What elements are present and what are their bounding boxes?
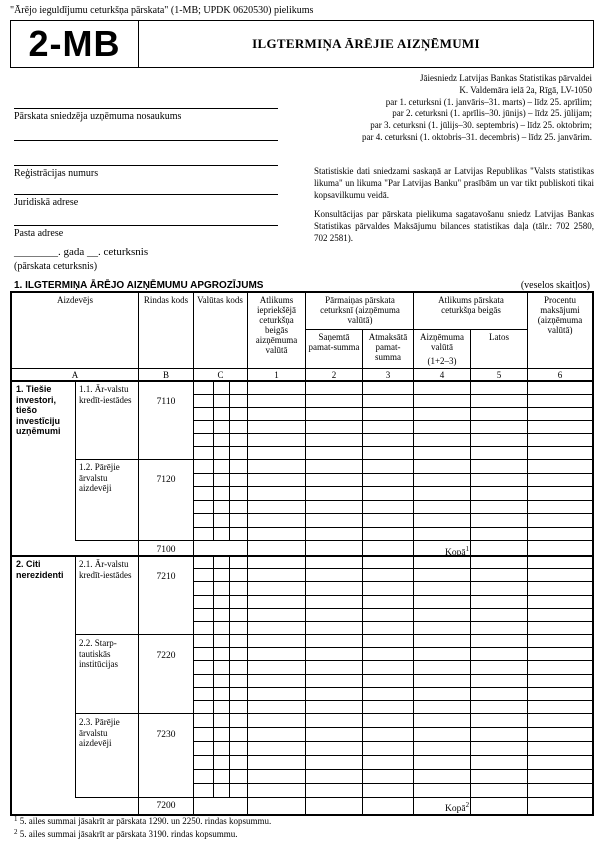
consultation-note: Konsultācijas par pārskata pielikuma sagatavošanu sniedz Latvijas Bankas Statistikas pārvaldes Maksājumu bilances statistikas daļa (tālr.: 702 2580, 702 2581). xyxy=(314,209,594,243)
header-balance-end: Atlikums pārskata ceturkšņa beigās xyxy=(438,295,504,315)
header-formula: (1+2–3) xyxy=(427,356,457,366)
table-row-line xyxy=(193,500,592,501)
col-letter-3: 3 xyxy=(385,370,391,380)
table-row-line xyxy=(193,420,592,421)
table-row-line xyxy=(193,755,592,756)
table-row-line xyxy=(193,621,592,622)
currency-code-divider xyxy=(229,459,230,540)
footnote-1 xyxy=(14,815,271,826)
sub-name-7110: 1.1. Ār-valstu kredīt-iestādes xyxy=(79,384,132,405)
table-row-line xyxy=(193,581,592,582)
table-row-line xyxy=(193,513,592,514)
table-row-line xyxy=(193,769,592,770)
submission-q4: par 4. ceturksni (1. oktobris–31. decembris) – līdz 25. janvārim. xyxy=(362,131,592,142)
currency-code-divider xyxy=(229,634,230,713)
row-code-7230: 7230 xyxy=(156,730,176,740)
table-row-line xyxy=(193,727,592,728)
total-note-7100: 1 xyxy=(465,545,470,553)
group1-sub-divider xyxy=(75,381,76,540)
header-interest: Procentu maksājumi (aizņēmuma valūtā) xyxy=(537,295,583,335)
total-label-7200-text: Kopā xyxy=(445,804,466,814)
col-letter-6: 6 xyxy=(557,370,563,380)
col-letter-5: 5 xyxy=(496,370,502,380)
reporting-period-input[interactable]: ________. gada __. ceturksnis xyxy=(14,246,149,258)
statistics-note: Statistiskie dati sniedzami saskaņā ar Latvijas Republikas "Valsts statistikas likuma" un likuma "Par Latvijas Banku" prasībām un var tikt publiskoti tikai kopsavilkumu veidā. xyxy=(314,166,594,200)
row-code-7210: 7210 xyxy=(156,572,176,582)
table-row-line xyxy=(193,446,592,447)
header-balance-loan-currency: Aizņēmuma valūtā xyxy=(420,332,464,352)
table-row-line xyxy=(193,687,592,688)
footnote-2 xyxy=(14,828,237,839)
legal-address-label: Juridiskā adrese xyxy=(14,197,79,208)
group2-sub-divider xyxy=(75,555,76,797)
sub-block-separator xyxy=(75,459,592,460)
legal-address-input[interactable] xyxy=(14,194,278,195)
row-code-7220: 7220 xyxy=(156,651,176,661)
group-name-direct-investors: 1. Tiešie investori, tiešo investīciju uzņēmumi xyxy=(16,384,61,436)
table-row-line xyxy=(193,647,592,648)
footnote-2-text: 5. ailes summai jāsakrīt ar pārskata 3190. rindas kopsummu. xyxy=(19,829,238,839)
total-code-7100: 7100 xyxy=(156,545,176,555)
total-row-top xyxy=(75,797,592,798)
company-name-input[interactable] xyxy=(14,108,278,109)
table-row-line xyxy=(193,394,592,395)
postal-address-input[interactable] xyxy=(14,225,278,226)
col-letter-a: A xyxy=(71,370,79,380)
header-received: Saņemtā pamat-summa xyxy=(308,332,360,352)
table-row-line xyxy=(193,433,592,434)
company-name-input-line2[interactable] xyxy=(14,140,278,141)
submission-q2: par 2. ceturksni (1. aprīlis–30. jūnijs) – līdz 25. jūlijam; xyxy=(392,108,592,119)
currency-code-divider xyxy=(213,634,214,713)
col-letter-1: 1 xyxy=(274,370,279,380)
footnote-1-text: 5. ailes summai jāsakrīt ar pārskata 1290. un 2250. rindas kopsummu. xyxy=(19,816,272,826)
letters-bottom-line xyxy=(10,380,594,382)
submission-line-2: K. Valdemāra ielā 2a, Rīgā, LV-1050 xyxy=(459,84,592,95)
registration-number-label: Reģistrācijas numurs xyxy=(14,168,99,179)
table-row-line xyxy=(193,527,592,528)
row-code-7110: 7110 xyxy=(156,397,176,407)
sub-name-7120: 1.2. Pārējie ārvalstu aizdevēji xyxy=(79,462,120,493)
submission-info xyxy=(362,73,592,144)
table-row-line xyxy=(193,407,592,408)
currency-code-divider xyxy=(229,713,230,797)
table-row-line xyxy=(193,486,592,487)
table-row-line xyxy=(193,595,592,596)
header-lender: Aizdevējs xyxy=(57,295,93,305)
form-header xyxy=(10,20,594,68)
footnote-2-mark: 2 xyxy=(14,828,18,836)
header-sub-line xyxy=(305,329,527,330)
currency-code-divider xyxy=(213,459,214,540)
table-right-border xyxy=(592,291,594,816)
sub-name-7210: 2.1. Ār-valstu kredīt-iestādes xyxy=(79,559,132,580)
form-caption: "Ārējo ieguldījumu ceturkšņa pārskata" (1-MB; UPDK 0620530) pielikums xyxy=(10,5,314,16)
col-letter-4: 4 xyxy=(439,370,445,380)
header-row-code: Rindas kods xyxy=(143,295,189,305)
currency-code-divider xyxy=(229,555,230,634)
table-row-line xyxy=(193,674,592,675)
total-note-7200: 2 xyxy=(465,801,470,809)
table-top-border xyxy=(10,291,594,293)
total-label-7100-text: Kopā xyxy=(445,548,466,558)
currency-code-divider xyxy=(213,381,214,459)
sub-name-7220: 2.2. Starp-tautiskās institūcijas xyxy=(79,638,118,669)
header-bottom-line xyxy=(10,368,594,369)
footnote-1-mark: 1 xyxy=(14,815,18,823)
submission-q1: par 1. ceturksni (1. janvāris–31. marts) – līdz 25. aprīlim; xyxy=(385,96,592,107)
total-row-top xyxy=(75,540,592,541)
section-title: 1. ILGTERMIŅA ĀRĒJO AIZŅĒMUMU APGROZĪJUMS xyxy=(14,280,264,291)
header-repaid: Atmaksātā pamat-summa xyxy=(368,332,408,362)
total-code-7200: 7200 xyxy=(156,801,176,811)
units-note: (veselos skaitļos) xyxy=(520,280,590,291)
sub-block-separator xyxy=(75,713,592,714)
col-letter-2: 2 xyxy=(331,370,337,380)
table-row-line xyxy=(193,473,592,474)
currency-code-divider xyxy=(213,555,214,634)
form-code: 2-MB xyxy=(11,21,139,67)
sub-name-7230: 2.3. Pārējie ārvalstu aizdevēji xyxy=(79,717,120,748)
table-row-line xyxy=(193,568,592,569)
table-row-line xyxy=(193,783,592,784)
postal-address-label: Pasta adrese xyxy=(14,228,64,239)
table-row-line xyxy=(193,700,592,701)
reporting-period-label: (pārskata ceturksnis) xyxy=(14,261,98,272)
registration-number-input[interactable] xyxy=(14,165,278,166)
sub-block-separator xyxy=(75,634,592,635)
header-lats: Latos xyxy=(489,332,509,342)
header-balance-prev: Atlikums iepriekšējā ceturkšņa beigās aizņēmuma valūtā xyxy=(255,295,298,355)
row-code-7120: 7120 xyxy=(156,475,176,485)
group-name-other-nonresidents: 2. Citi nerezidenti xyxy=(16,559,64,580)
table-row-line xyxy=(193,660,592,661)
total-label-7200 xyxy=(445,801,469,814)
form-title: ILGTERMIŅA ĀRĒJIE AIZŅĒMUMI xyxy=(252,36,480,51)
header-changes: Pārmaiņas pārskata ceturksnī (aizņēmuma valūtā) xyxy=(320,295,400,325)
table-row-line xyxy=(193,741,592,742)
col-letter-b: B xyxy=(162,370,169,380)
submission-q3: par 3. ceturksni (1. jūlijs–30. septembris) – līdz 25. oktobrim; xyxy=(370,120,592,131)
submission-line-1: Jāiesniedz Latvijas Bankas Statistikas pārvaldei xyxy=(420,73,592,83)
currency-code-divider xyxy=(229,381,230,459)
currency-code-divider xyxy=(213,713,214,797)
table-row-line xyxy=(193,608,592,609)
col-letter-c: C xyxy=(217,370,224,380)
company-name-label: Pārskata sniedzēja uzņēmuma nosaukums xyxy=(14,111,182,122)
header-currency-code: Valūtas kods xyxy=(197,295,243,305)
group-separator xyxy=(10,555,594,557)
